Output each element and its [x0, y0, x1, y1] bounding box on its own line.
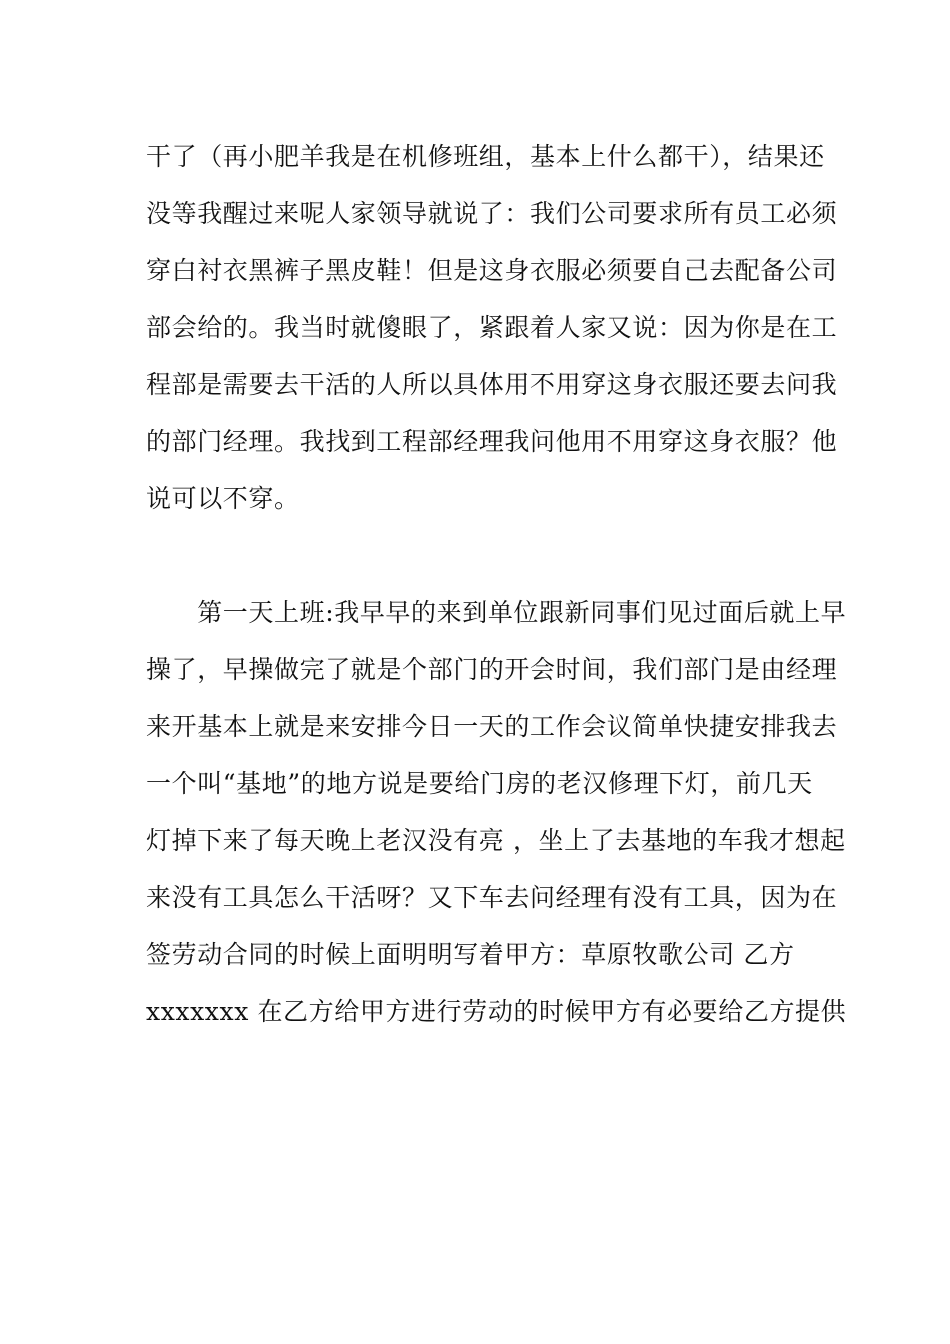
text-line: 的部门经理。我找到工程部经理我问他用不用穿这身衣服？他: [146, 427, 838, 456]
paragraph-1: [146, 128, 838, 527]
text-line: 操了，早操做完了就是个部门的开会时间，我们部门是由经理: [146, 655, 838, 684]
paragraph-2: [146, 584, 847, 1040]
text-line: 没等我醒过来呢人家领导就说了：我们公司要求所有员工必须: [146, 199, 838, 228]
text-line: 程部是需要去干活的人所以具体用不用穿这身衣服还要去问我: [146, 370, 838, 399]
text-line: 部会给的。我当时就傻眼了，紧跟着人家又说：因为你是在工: [146, 313, 838, 342]
text-line: 一个叫“基地”的地方说是要给门房的老汉修理下灯，前几天: [146, 769, 813, 798]
text-line: 来没有工具怎么干活呀？又下车去问经理有没有工具，因为在: [146, 883, 838, 912]
paragraph-spacing: [146, 527, 806, 584]
text-line: 干了（再小肥羊我是在机修班组，基本上什么都干），结果还: [146, 142, 825, 171]
text-line: 穿白衬衣黑裤子黑皮鞋！但是这身衣服必须要自己去配备公司: [146, 256, 838, 285]
body-text: [146, 128, 847, 1040]
text-line: 灯掉下来了每天晚上老汉没有亮 ，坐上了去基地的车我才想起: [146, 826, 846, 855]
text-line: xxxxxxx 在乙方给甲方进行劳动的时候甲方有必要给乙方提供: [146, 997, 847, 1026]
text-line: 来开基本上就是来安排今日一天的工作会议简单快捷安排我去: [146, 712, 838, 741]
text-line: 说可以不穿。: [146, 484, 300, 513]
text-line: 第一天上班:我早早的来到单位跟新同事们见过面后就上早: [146, 598, 847, 627]
text-line: 签劳动合同的时候上面明明写着甲方：草原牧歌公司 乙方: [146, 940, 795, 969]
